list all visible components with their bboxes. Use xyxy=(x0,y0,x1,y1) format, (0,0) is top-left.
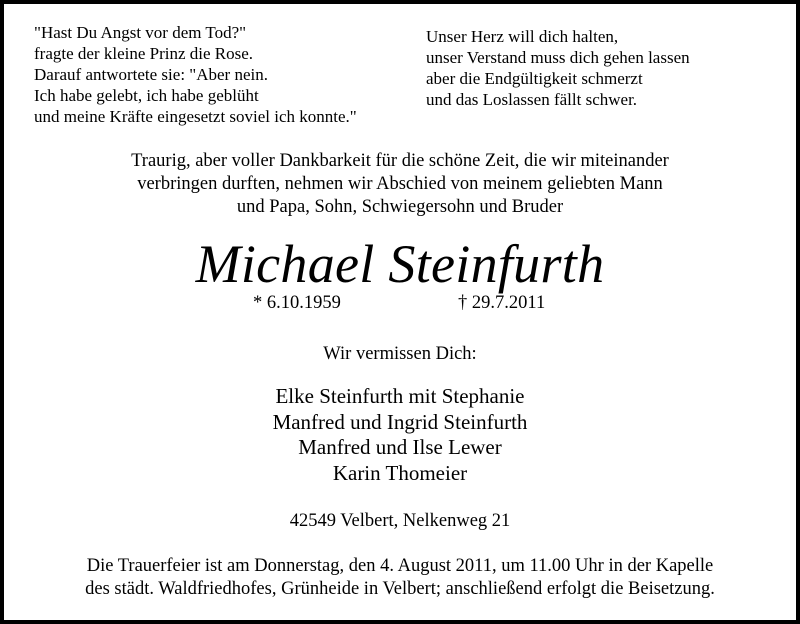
intro-line: Traurig, aber voller Dankbarkeit für die schöne Zeit, die wir miteinander xyxy=(131,151,669,171)
quote-line: aber die Endgültigkeit schmerzt xyxy=(426,69,643,88)
quote-little-prince xyxy=(34,22,357,127)
mourner-name: Manfred und Ingrid Steinfurth xyxy=(272,409,528,434)
deceased-name: Michael Steinfurth xyxy=(195,234,605,294)
quote-line: "Hast Du Angst vor dem Tod?" xyxy=(34,23,247,42)
mourners-list xyxy=(4,384,796,486)
quote-line: Ich habe gelebt, ich habe geblüht xyxy=(34,86,259,105)
quote-line: unser Verstand muss dich gehen lassen xyxy=(426,48,690,67)
mourner-name: Elke Steinfurth mit Stephanie xyxy=(275,384,525,408)
quote-line: und das Loslassen fällt schwer. xyxy=(426,90,638,109)
birth-date: * 6.10.1959 xyxy=(253,293,341,313)
funeral-line: des städt. Waldfriedhofes, Grünheide in Velbert; anschließend erfolgt die Beisetzung. xyxy=(85,579,715,599)
intro-line: verbringen durften, nehmen wir Abschied von meinem geliebten Mann xyxy=(137,174,663,194)
mourner-name: Karin Thomeier xyxy=(332,460,468,485)
intro-line: und Papa, Sohn, Schwiegersohn und Bruder xyxy=(236,197,564,217)
death-date: † 29.7.2011 xyxy=(458,293,546,313)
quote-heart xyxy=(426,26,690,110)
mourner-name: Manfred und Ilse Lewer xyxy=(298,435,502,459)
quote-line: fragte der kleine Prinz die Rose. xyxy=(34,44,254,63)
quote-line: und meine Kräfte eingesetzt soviel ich konnte." xyxy=(34,107,357,126)
funeral-line: Die Trauerfeier ist am Donnerstag, den 4. August 2011, um 11.00 Uhr in der Kapelle xyxy=(86,556,714,576)
quote-line: Darauf antwortete sie: "Aber nein. xyxy=(34,65,268,84)
miss-text: Wir vermissen Dich: xyxy=(323,344,477,364)
farewell-intro xyxy=(4,150,796,219)
funeral-notice xyxy=(4,555,796,601)
quote-line: Unser Herz will dich halten, xyxy=(426,27,619,46)
address: 42549 Velbert, Nelkenweg 21 xyxy=(289,511,511,531)
